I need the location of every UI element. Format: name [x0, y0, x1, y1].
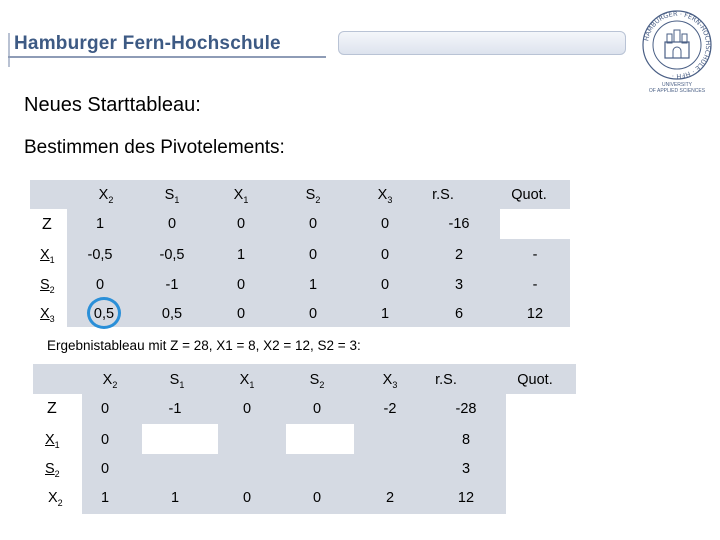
svg-text:HAMBURGER · FERN-HOCHSCHULE ·: HAMBURGER · FERN-HOCHSCHULE · HFH · [642, 9, 713, 81]
t1-row-label-x3: $X_3$ [40, 306, 55, 324]
t1-row-label-z: Z [42, 216, 52, 233]
t2-col-quot: Quot. [517, 372, 553, 388]
table-cell: - [532, 247, 538, 263]
t1-row-label-x1: $X_1$ [40, 247, 55, 265]
table-cell: 1 [100, 490, 110, 506]
t2-row-label-x2: $X_2$ [48, 490, 63, 508]
table-cell: 0 [242, 401, 252, 417]
table-cell: -16 [448, 216, 470, 232]
table-cell: -0,5 [87, 247, 113, 263]
t1-row-label-s2: $S_2$ [40, 277, 55, 295]
table-cell: 0 [236, 216, 246, 232]
result-caption: Ergebnistableau mit Z = 28, X1 = 8, X2 = 12, S2 = 3: [47, 338, 361, 353]
table-cell: 0 [312, 401, 322, 417]
t2-row-label-x1: $X_1$ [45, 432, 60, 450]
t2-col-x1: $X_1$ [239, 372, 255, 390]
pivot-table-empty-cell [500, 209, 570, 239]
result-table-row-bg [218, 424, 286, 454]
t2-col-rs: r.S. [435, 372, 457, 388]
table-cell: 3 [461, 461, 471, 477]
table-cell: -1 [168, 401, 182, 417]
t2-col-x3: $X_3$ [382, 372, 398, 390]
table-cell: 0,5 [161, 306, 183, 322]
slide-subtitle: Bestimmen des Pivotelements: [24, 137, 285, 158]
t1-col-x1: $X_1$ [233, 187, 249, 205]
t1-col-x2: $X_2$ [98, 187, 114, 205]
t2-row-label-s2: $S_2$ [45, 461, 60, 479]
table-cell: 1 [308, 277, 318, 293]
t2-col-s2: $S_2$ [309, 372, 325, 390]
table-cell: 1 [236, 247, 246, 263]
table-cell: 12 [457, 490, 475, 506]
table-cell: 2 [454, 247, 464, 263]
t2-col-s1: $S_1$ [169, 372, 185, 390]
table-cell: 12 [526, 306, 544, 322]
table-cell: 0 [308, 306, 318, 322]
brand-name: Hamburger Fern-Hochschule [14, 33, 281, 54]
t1-col-s1: $S_1$ [164, 187, 180, 205]
table-cell: -2 [383, 401, 397, 417]
table-cell: 0 [308, 247, 318, 263]
t1-col-x3: $X_3$ [377, 187, 393, 205]
table-cell: 0 [236, 306, 246, 322]
table-cell: 1 [380, 306, 390, 322]
pivot-highlight-circle [87, 297, 121, 329]
t2-row-label-z: Z [47, 400, 57, 417]
table-cell: 0 [100, 461, 110, 477]
t1-col-s2: $S_2$ [305, 187, 321, 205]
header-bar [338, 31, 626, 55]
slide-title: Neues Starttableau: [24, 94, 201, 116]
table-cell: -0,5 [159, 247, 185, 263]
table-cell: 2 [385, 490, 395, 506]
t2-col-x2: $X_2$ [102, 372, 118, 390]
table-cell: 0 [380, 247, 390, 263]
table-cell: 6 [454, 306, 464, 322]
t1-col-quot: Quot. [511, 187, 547, 203]
table-cell: 0 [100, 401, 110, 417]
header-divider-tick [8, 33, 10, 67]
university-logo [636, 8, 718, 96]
logo-caption-line2: OF APPLIED SCIENCES [648, 88, 706, 94]
table-cell: 0 [312, 490, 322, 506]
table-cell: 1 [170, 490, 180, 506]
table-cell: 0 [380, 277, 390, 293]
table-cell: -28 [455, 401, 477, 417]
pivot-element: 0,5 [93, 306, 115, 322]
t1-col-rs: r.S. [432, 187, 454, 203]
table-cell: 0 [100, 432, 110, 448]
table-cell: 0 [167, 216, 177, 232]
table-cell: 0 [380, 216, 390, 232]
table-cell: 8 [461, 432, 471, 448]
logo-caption-line1: UNIVERSITY [661, 82, 692, 88]
table-cell: 0 [236, 277, 246, 293]
table-cell: - [532, 277, 538, 293]
header-rule [8, 56, 326, 58]
table-cell: 1 [95, 216, 105, 232]
table-cell: 0 [308, 216, 318, 232]
table-cell: 3 [454, 277, 464, 293]
table-cell: -1 [165, 277, 179, 293]
table-cell: 0 [95, 277, 105, 293]
table-cell: 0 [242, 490, 252, 506]
